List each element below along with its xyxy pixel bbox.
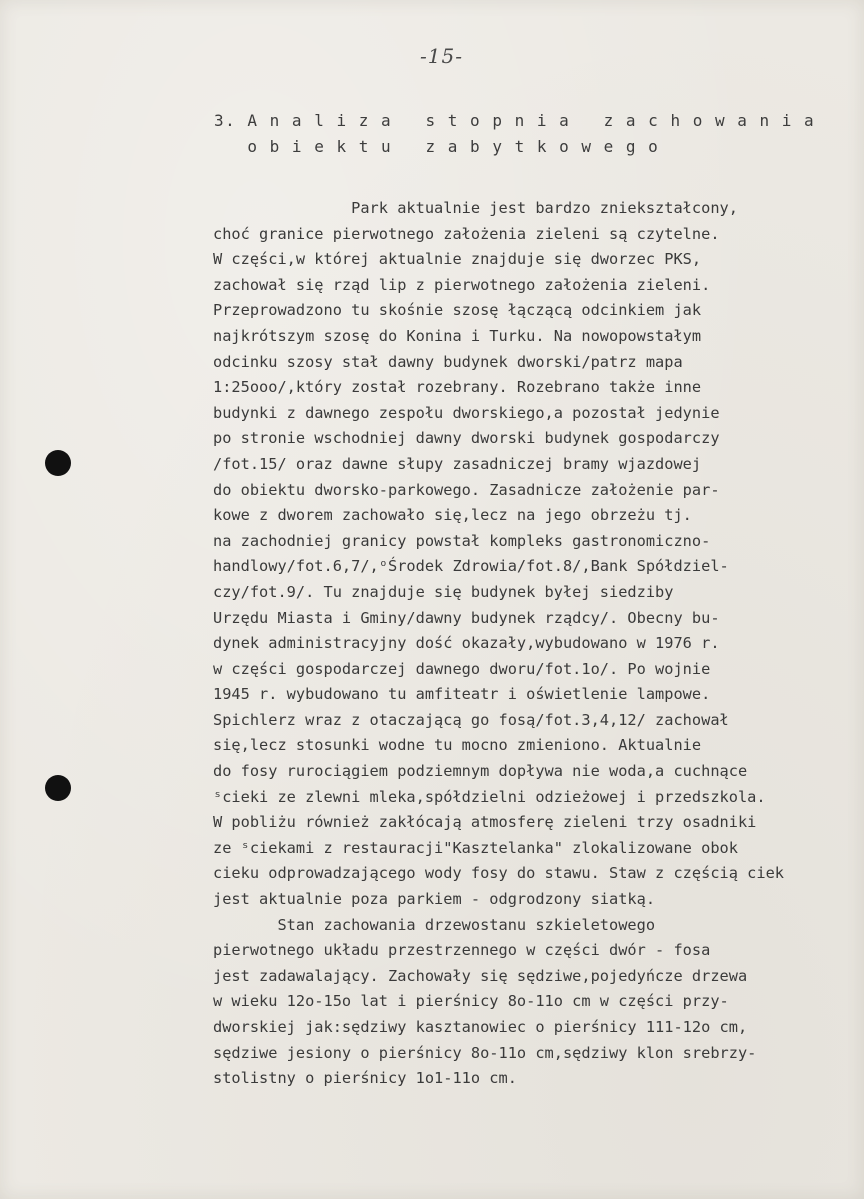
text-line: w części gospodarczej dawnego dworu/fot.1o/. Po wojnie xyxy=(213,659,711,678)
text-line: Spichlerz wraz z otaczającą go fosą/fot.3,4,12/ zachował xyxy=(213,710,729,729)
section-heading xyxy=(214,108,815,160)
text-line: Urzędu Miasta i Gminy/dawny budynek rządcy/. Obecny bu- xyxy=(213,608,720,627)
text-line: Przeprowadzono tu skośnie szosę łączącą odcinkiem jak xyxy=(213,301,702,320)
body-text xyxy=(213,196,853,1092)
text-line: handlowy/fot.6,7/,ᵒŚrodek Zdrowia/fot.8/,Bank Spółdziel- xyxy=(213,557,729,576)
text-line: Stan zachowania drzewostanu szkieletowego xyxy=(213,915,656,934)
text-line: pierwotnego układu przestrzennego w części dwór - fosa xyxy=(213,941,711,960)
text-line: do obiektu dworsko-parkowego. Zasadnicze założenie par- xyxy=(213,480,720,499)
section-heading-line-2: o b i e k t u z a b y t k o w e g o xyxy=(214,137,660,156)
text-line: po stronie wschodniej dawny dworski budynek gospodarczy xyxy=(213,429,720,448)
page-number: -15- xyxy=(420,44,463,68)
text-line: W części,w której aktualnie znajduje się dworzec PKS, xyxy=(213,250,702,269)
text-line: jest zadawalający. Zachowały się sędziwe,pojedyńcze drzewa xyxy=(213,966,748,985)
text-line: stolistny o pierśnicy 1o1-11o cm. xyxy=(213,1069,517,1088)
text-line: budynki z dawnego zespołu dworskiego,a pozostał jedynie xyxy=(213,403,720,422)
text-line: choć granice pierwotnego założenia zieleni są czytelne. xyxy=(213,224,720,243)
text-line: 1945 r. wybudowano tu amfiteatr i oświetlenie lampowe. xyxy=(213,685,711,704)
text-line: cieku odprowadzającego wody fosy do stawu. Staw z częścią ciek xyxy=(213,864,784,883)
text-line: Park aktualnie jest bardzo zniekształcony, xyxy=(213,199,738,217)
text-line: w wieku 12o-15o lat i pierśnicy 8o-11o cm w części przy- xyxy=(213,992,729,1011)
text-line: odcinku szosy stał dawny budynek dworski/patrz mapa xyxy=(213,352,683,371)
text-line: na zachodniej granicy powstał kompleks gastronomiczno- xyxy=(213,531,711,550)
punch-hole xyxy=(45,450,71,476)
text-line: ˢcieki ze zlewni mleka,spółdzielni odzieżowej i przedszkola. xyxy=(213,787,766,806)
text-line: dynek administracyjny dość okazały,wybudowano w 1976 r. xyxy=(213,634,720,653)
text-line: 1:25ooo/,który został rozebrany. Rozebrano także inne xyxy=(213,378,702,397)
text-line: do fosy rurociągiem podziemnym dopływa nie woda,a cuchnące xyxy=(213,762,748,781)
text-line: najkrótszym szosę do Konina i Turku. Na nowopowstałym xyxy=(213,326,702,345)
text-line: W pobliżu również zakłócają atmosferę zieleni trzy osadniki xyxy=(213,813,757,832)
text-line: czy/fot.9/. Tu znajduje się budynek byłej siedziby xyxy=(213,582,674,601)
text-line: się,lecz stosunki wodne tu mocno zmieniono. Aktualnie xyxy=(213,736,702,755)
text-line: dworskiej jak:sędziwy kasztanowiec o pierśnicy 111-12o cm, xyxy=(213,1018,748,1036)
text-line: zachował się rząd lip z pierwotnego założenia zieleni. xyxy=(213,275,711,294)
text-line: /fot.15/ oraz dawne słupy zasadniczej bramy wjazdowej xyxy=(213,454,702,473)
text-line: kowe z dworem zachowało się,lecz na jego obrzeżu tj. xyxy=(213,506,692,525)
section-heading-line-1: 3. A n a l i z a s t o p n i a z a c h o w a n i a xyxy=(214,111,816,130)
text-line: jest aktualnie poza parkiem - odgrodzony siatką. xyxy=(213,890,656,909)
punch-hole xyxy=(45,775,71,801)
text-line: sędziwe jesiony o pierśnicy 8o-11o cm,sędziwy klon srebrzy- xyxy=(213,1043,757,1062)
text-line: ze ˢciekami z restauracji"Kasztelanka" zlokalizowane obok xyxy=(213,838,738,857)
